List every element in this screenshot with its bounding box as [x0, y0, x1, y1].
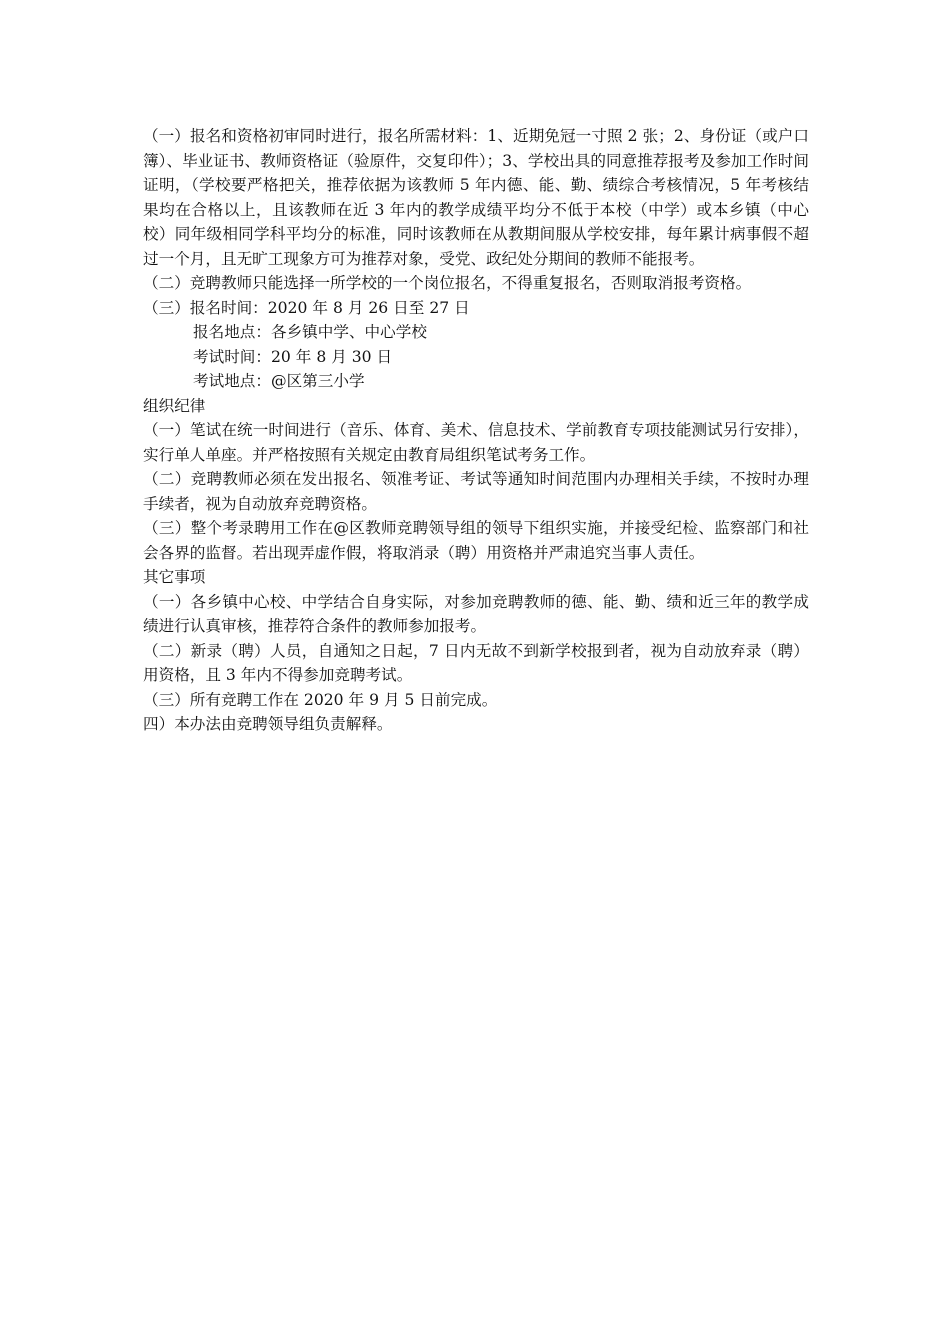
paragraph-single-application: （二）竞聘教师只能选择一所学校的一个岗位报名，不得重复报名，否则取消报考资格。 [143, 274, 752, 292]
paragraph-report-deadline: （二）新录（聘）人员，自通知之日起，7 日内无故不到新学校报到者，视为自动放弃录（聘）用资格，且 3 年内不得参加竞聘考试。 [143, 641, 809, 684]
paragraph-completion: （三）所有竞聘工作在 2020 年 9 月 5 日前完成。 [143, 690, 498, 709]
paragraph-registration-materials: （一）报名和资格初审同时进行，报名所需材料：1、近期免冠一寸照 2 张；2、身份证（或户口簿）、毕业证书、教师资格证（验原件，交复印件）；3、学校出具的同意推荐报考及参加工作时间证明，（学校要严格把关，推荐依据为该教师 5 年内德、能、勤、绩综合考核情况，5 年考核结果均在合格以上，且该教师在近 3 年内的教学成绩平均分不低于本校（中学）或本乡镇（中心校）同年级相同学科平均分的标准，同时该教师在从教期间服从学校安排，每年累计病事假不超过一个月，且无旷工现象方可为推荐对象，受党、政纪处分期间的教师不能报考。 [143, 127, 809, 268]
heading-discipline: 组织纪律 [143, 396, 206, 415]
paragraph-procedures: （二）竞聘教师必须在发出报名、领准考证、考试等通知时间范围内办理相关手续，不按时办理手续者，视为自动放弃竞聘资格。 [143, 470, 809, 513]
paragraph-supervision: （三）整个考录聘用工作在@区教师竞聘领导组的领导下组织实施，并接受纪检、监察部门和社会各界的监督。若出现弄虚作假，将取消录（聘）用资格并严肃追究当事人责任。 [143, 519, 809, 562]
paragraph-written-exam: （一）笔试在统一时间进行（音乐、体育、美术、信息技术、学前教育专项技能测试另行安排），实行单人单座。并严格按照有关规定由教育局组织笔试考务工作。 [143, 421, 809, 464]
heading-other-matters: 其它事项 [143, 568, 206, 586]
paragraph-registration-time: （三）报名时间：2020 年 8 月 26 日至 27 日 [143, 298, 470, 317]
paragraph-registration-location: 报名地点：各乡镇中学、中心学校 [193, 323, 427, 341]
document-page [143, 124, 809, 737]
paragraph-review: （一）各乡镇中心校、中学结合自身实际，对参加竞聘教师的德、能、勤、绩和近三年的教学成绩进行认真审核，推荐符合条件的教师参加报考。 [143, 592, 809, 635]
paragraph-interpretation: 四）本办法由竞聘领导组负责解释。 [143, 715, 393, 733]
paragraph-exam-place: 考试地点：@区第三小学 [193, 372, 365, 390]
paragraph-exam-time: 考试时间：20 年 8 月 30 日 [193, 347, 393, 366]
